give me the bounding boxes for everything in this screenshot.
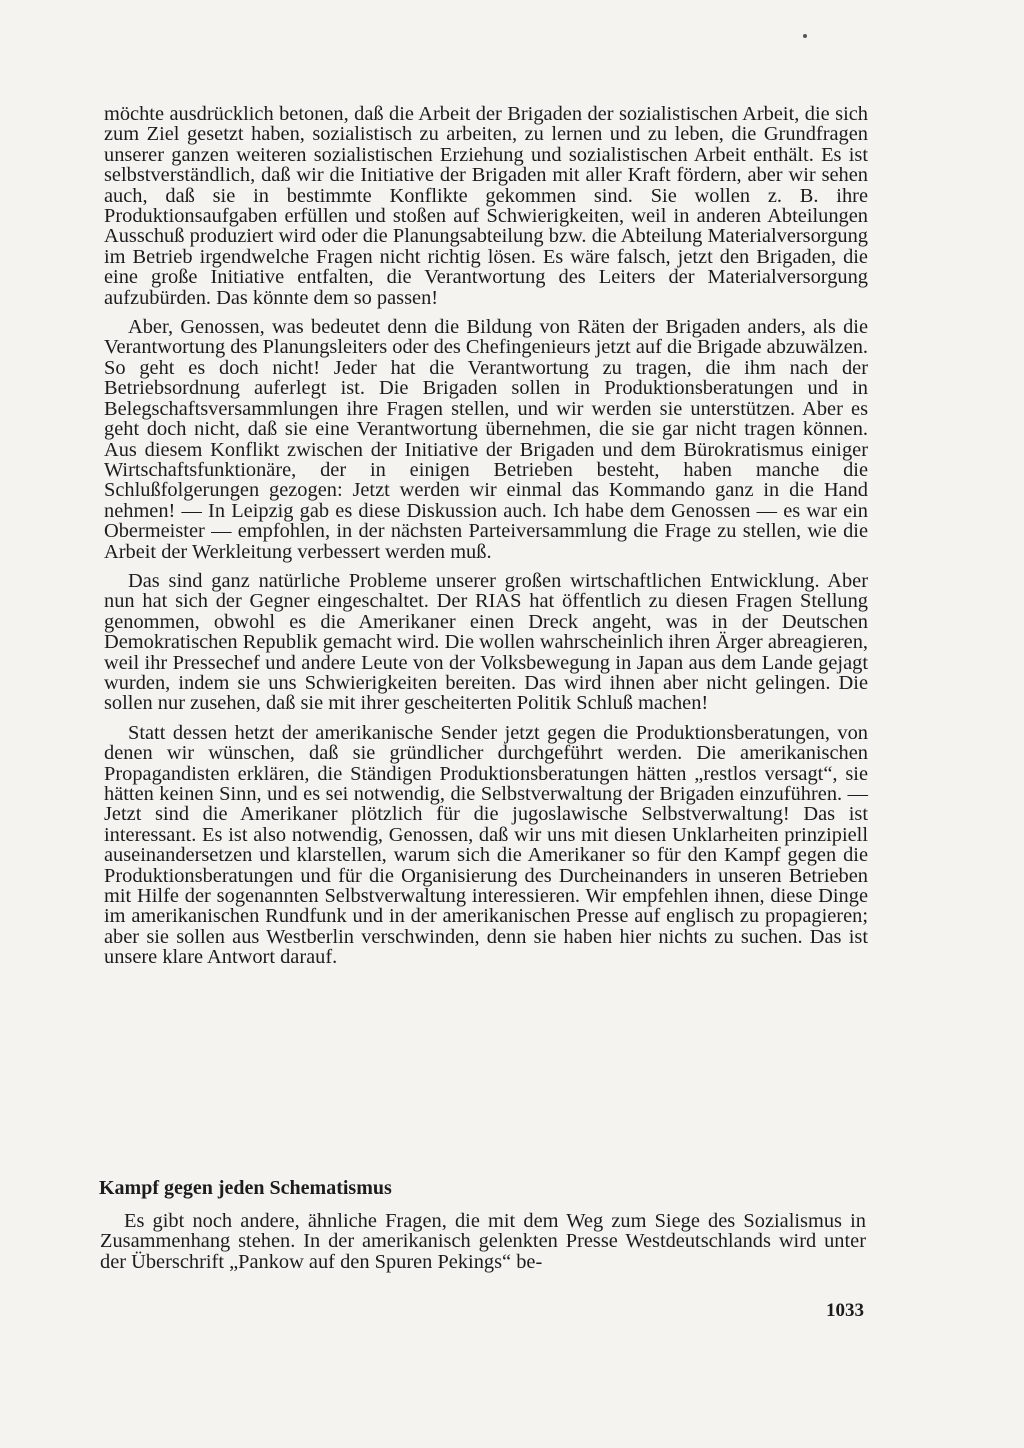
body-text [104, 104, 868, 977]
section-heading: Kampf gegen jeden Schematismus [99, 1177, 392, 1199]
paragraph: Es gibt noch andere, ähnliche Fragen, die mit dem Weg zum Siege des Sozialismus in Zusammenhang stehen. In der amerikanisch gelenkten Presse Westdeutschlands wird unter der Überschrift „Pankow auf den Spuren Pekings“ be- [100, 1210, 866, 1273]
print-speck [803, 34, 807, 38]
paragraph: möchte ausdrücklich betonen, daß die Arbeit der Brigaden der sozialistischen Arbeit, die sich zum Ziel gesetzt haben, sozialistisch zu arbeiten, zu lernen und zu leben, die Grundfragen unserer ganzen weiteren sozialistischen Erziehung und sozialistischen Arbeit enthält. Es ist selbstverständlich, daß wir die Initiative der Brigaden mit aller Kraft fördern, aber wir sehen auch, daß sie in bestimmte Konflikte gekommen sind. Sie wollen z. B. ihre Produktionsaufgaben erfüllen und stoßen auf Schwierigkeiten, weil in anderen Abteilungen Ausschuß produziert wird oder die Planungsabteilung bzw. die Abteilung Materialversorgung im Betrieb irgendwelche Fragen nicht richtig lösen. Es wäre falsch, jetzt den Brigaden, die eine große Initiative entfalten, die Verantwortung des Leiters der Materialversorgung aufzubürden. Das könnte dem so passen! [104, 103, 868, 309]
section-body [100, 1211, 866, 1272]
paragraph: Das sind ganz natürliche Probleme unserer großen wirtschaftlichen Entwicklung. Aber nun hat sich der Gegner eingeschaltet. Der RIAS hat öffentlich zu diesen Fragen Stellung genommen, obwohl es die Amerikaner einen Dreck angeht, was in der Deutschen Demokratischen Republik gemacht wird. Die wollen wahrscheinlich ihren Ärger abreagieren, weil ihr Pressechef und andere Leute von der Volksbewegung in Japan aus dem Lande gejagt wurden, indem sie uns Schwierigkeiten bereiten. Das wird ihnen aber nicht gelingen. Die sollen nur zusehen, daß sie mit ihrer gescheiterten Politik Schluß machen! [104, 569, 868, 715]
page-number: 1033 [826, 1300, 864, 1321]
paragraph: Statt dessen hetzt der amerikanische Sender jetzt gegen die Produktionsberatungen, von denen wir wünschen, daß sie gründlicher durchgeführt werden. Die amerikanischen Propagandisten erklären, die Ständigen Produktionsberatungen hätten „restlos versagt“, sie hätten keinen Sinn, und es sei notwendig, die Selbstverwaltung der Brigaden einzuführen. — Jetzt sind die Amerikaner plötzlich für die jugoslawische Selbstverwaltung! Das ist interessant. Es ist also notwendig, Genossen, daß wir uns mit diesen Unklarheiten prinzipiell auseinandersetzen und klarstellen, warum sich die Amerikaner so für den Kampf gegen die Produktionsberatungen und für die Organisierung des Durcheinanders in unseren Betrieben mit Hilfe der sogenannten Selbstverwaltung interessieren. Wir empfehlen ihnen, diese Dinge im amerikanischen Rundfunk und in der amerikanischen Presse auf englisch zu propagieren; aber sie sollen aus Westberlin verschwinden, denn sie haben hier nichts zu suchen. Das ist unsere klare Antwort darauf. [104, 721, 868, 969]
paragraph: Aber, Genossen, was bedeutet denn die Bildung von Räten der Brigaden anders, als die Verantwortung des Planungsleiters oder des Chefingenieurs jetzt auf die Brigade abzuwälzen. So geht es doch nicht! Jeder hat die Verantwortung zu tragen, die ihm nach der Betriebsordnung auferlegt ist. Die Brigaden sollen in Produktionsberatungen und in Belegschaftsversammlungen ihre Fragen stellen, und wir werden sie unterstützen. Aber es geht doch nicht, daß sie eine Verantwortung übernehmen, die sie gar nicht tragen können. Aus diesem Konflikt zwischen der Initiative der Brigaden und dem Bürokratismus einiger Wirtschaftsfunktionäre, der in einigen Betrieben besteht, haben manche die Schlußfolgerungen gezogen: Jetzt werden wir einmal das Kommando ganz in die Hand nehmen! — In Leipzig gab es diese Diskussion auch. Ich habe dem Genossen — es war ein Obermeister — empfohlen, in der nächsten Parteiversammlung die Frage zu stellen, wie die Arbeit der Werkleitung verbessert werden muß. [104, 316, 868, 563]
